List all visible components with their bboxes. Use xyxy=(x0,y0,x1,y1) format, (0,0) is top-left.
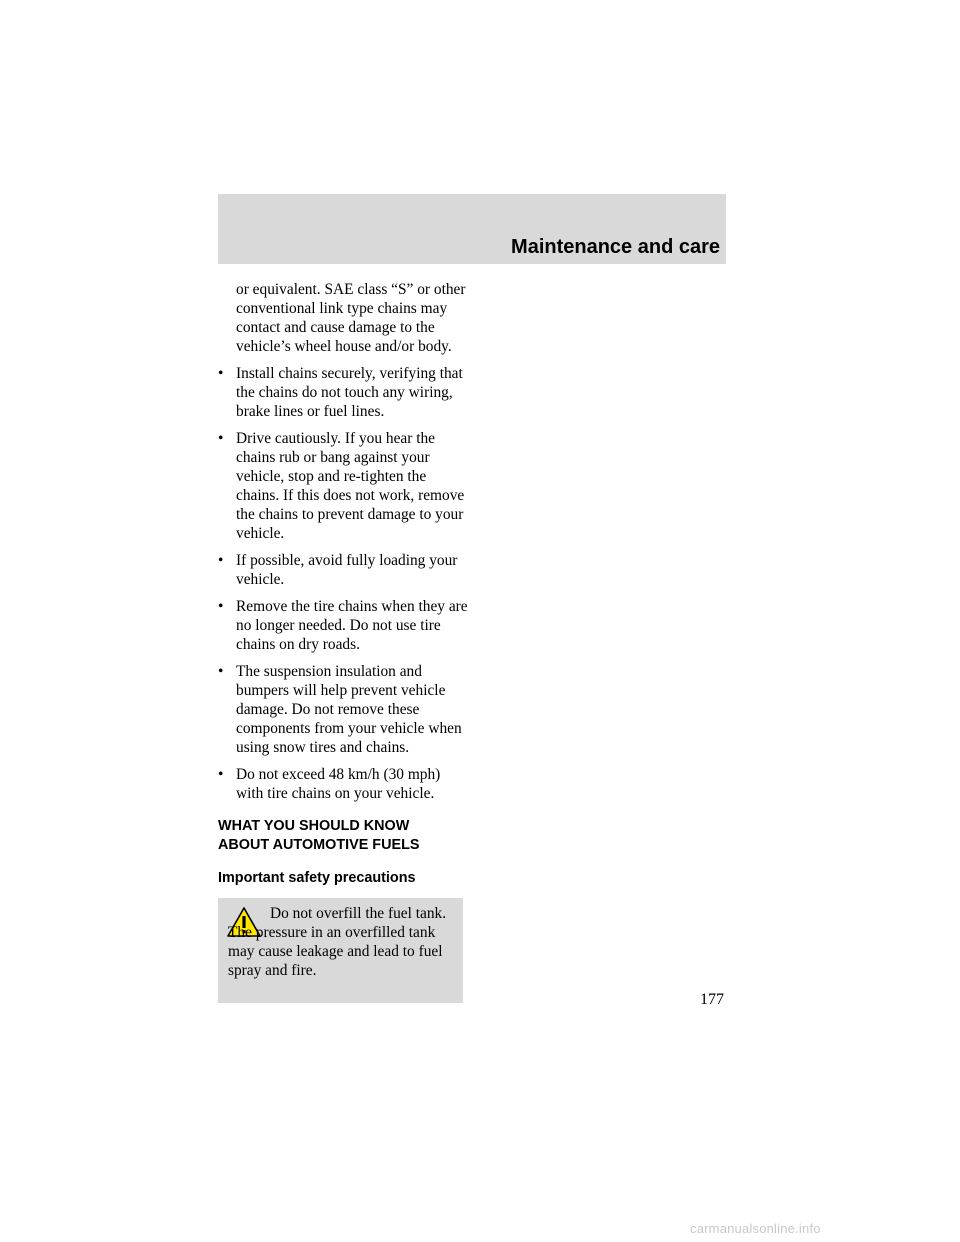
section-title: Maintenance and care xyxy=(511,236,720,258)
warning-text: Do not overfill the fuel tank. The pressure in an overfilled tank may cause leakage and lead to fuel spray and fire. xyxy=(228,905,447,979)
page-content xyxy=(218,280,468,1003)
bullet-dot: • xyxy=(218,598,224,615)
section-heading: WHAT YOU SHOULD KNOW ABOUT AUTOMOTIVE FUELS xyxy=(218,818,420,853)
bullet-dot: • xyxy=(218,766,224,783)
section-header-band xyxy=(218,194,726,264)
list-item xyxy=(218,662,468,757)
list-item xyxy=(218,765,468,803)
bullet-dot: • xyxy=(218,663,224,680)
bullet-text: Remove the tire chains when they are no longer needed. Do not use tire chains on dry roads. xyxy=(236,598,468,653)
bullet-text: The suspension insulation and bumpers will help prevent vehicle damage. Do not remove these components from your vehicle when using snow tires and chains. xyxy=(236,663,462,756)
bullet-text: If possible, avoid fully loading your vehicle. xyxy=(236,552,458,588)
watermark: carmanualsonline.info xyxy=(690,1221,821,1236)
bullet-text: Install chains securely, verifying that the chains do not touch any wiring, brake lines or fuel lines. xyxy=(236,365,463,420)
list-item xyxy=(218,597,468,654)
subheading: Important safety precautions xyxy=(218,870,416,886)
list-item xyxy=(218,364,468,421)
bullet-dot: • xyxy=(218,430,224,447)
bullet-text: Drive cautiously. If you hear the chains rub or bang against your vehicle, stop and re-tighten the chains. If this does not work, remove the chains to prevent damage to your vehicle. xyxy=(236,430,465,542)
warning-box xyxy=(218,898,463,1003)
list-item xyxy=(218,429,468,543)
page-number: 177 xyxy=(700,991,724,1008)
intro-paragraph: or equivalent. SAE class “S” or other conventional link type chains may contact and cause damage to the vehicle’s wheel house and/or body. xyxy=(236,281,466,355)
list-item xyxy=(218,551,468,589)
bullet-dot: • xyxy=(218,552,224,569)
bullet-dot: • xyxy=(218,365,224,382)
bullet-text: Do not exceed 48 km/h (30 mph) with tire chains on your vehicle. xyxy=(236,766,441,802)
